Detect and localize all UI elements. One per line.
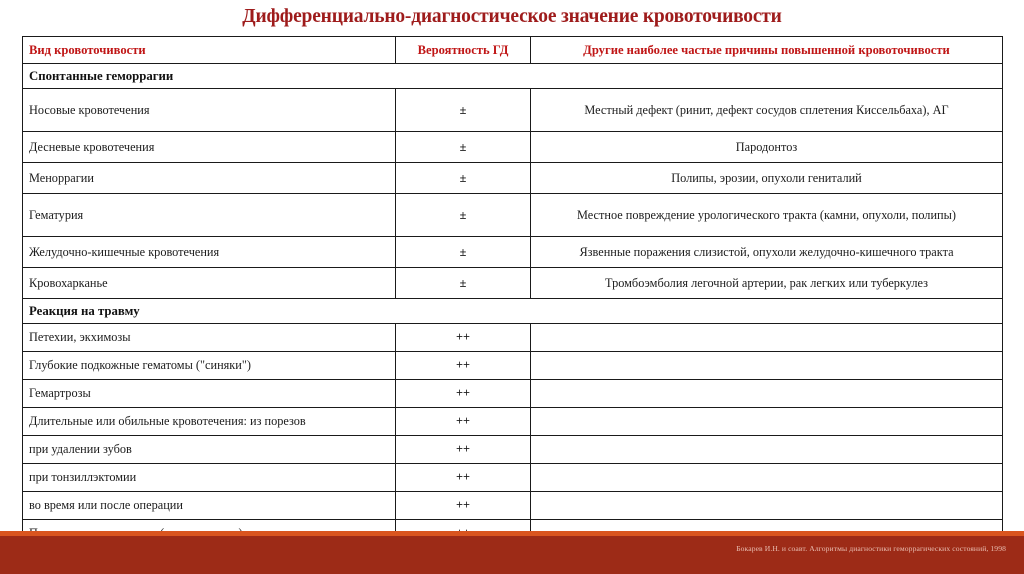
cell-probability: ++	[396, 408, 531, 436]
cell-other-causes	[531, 408, 1003, 436]
cell-other-causes: Полипы, эрозии, опухоли гениталий	[531, 163, 1003, 194]
cell-bleeding-type: Желудочно-кишечные кровотечения	[23, 237, 396, 268]
footer-band	[0, 531, 1024, 574]
cell-probability: ±	[396, 268, 531, 299]
cell-other-causes	[531, 380, 1003, 408]
footer-accent-stripe	[0, 531, 1024, 536]
page-title: Дифференциально-диагностическое значение кровоточивости	[242, 6, 782, 27]
cell-other-causes: Язвенные поражения слизистой, опухоли желудочно-кишечного тракта	[531, 237, 1003, 268]
cell-bleeding-type: Глубокие подкожные гематомы ("синяки")	[23, 352, 396, 380]
table-row	[23, 352, 1003, 380]
cell-bleeding-type: во время или после операции	[23, 492, 396, 520]
column-header-bleeding-type: Вид кровоточивости	[23, 37, 396, 64]
table-row	[23, 436, 1003, 464]
diagnostic-table-container	[22, 36, 1002, 569]
section-header-row	[23, 64, 1003, 89]
footer-citation: Бокарев И.Н. и соавт. Алгоритмы диагностики геморрагических состояний, 1998	[736, 544, 1006, 553]
diagnostic-table	[22, 36, 1003, 569]
cell-other-causes	[531, 324, 1003, 352]
cell-other-causes: Местный дефект (ринит, дефект сосудов сплетения Киссельбаха), АГ	[531, 89, 1003, 132]
cell-bleeding-type: Гематурия	[23, 194, 396, 237]
cell-bleeding-type: Меноррагии	[23, 163, 396, 194]
cell-probability: ++	[396, 352, 531, 380]
cell-probability: ++	[396, 436, 531, 464]
table-row	[23, 268, 1003, 299]
cell-other-causes: Тромбоэмболия легочной артерии, рак легких или туберкулез	[531, 268, 1003, 299]
column-header-probability: Вероятность ГД	[396, 37, 531, 64]
cell-bleeding-type: при тонзиллэктомии	[23, 464, 396, 492]
cell-other-causes: Пародонтоз	[531, 132, 1003, 163]
cell-probability: ++	[396, 324, 531, 352]
cell-probability: ±	[396, 194, 531, 237]
cell-other-causes	[531, 464, 1003, 492]
cell-probability: ++	[396, 380, 531, 408]
cell-probability: ++	[396, 492, 531, 520]
table-row	[23, 163, 1003, 194]
cell-bleeding-type: Длительные или обильные кровотечения: из порезов	[23, 408, 396, 436]
cell-probability: ±	[396, 132, 531, 163]
table-row	[23, 492, 1003, 520]
table-header-row	[23, 37, 1003, 64]
cell-other-causes	[531, 436, 1003, 464]
section-header-row	[23, 299, 1003, 324]
cell-other-causes: Местное повреждение урологического тракта (камни, опухоли, полипы)	[531, 194, 1003, 237]
cell-probability: ±	[396, 237, 531, 268]
table-row	[23, 194, 1003, 237]
table-row	[23, 89, 1003, 132]
table-row	[23, 380, 1003, 408]
section-label-spontaneous: Спонтанные геморрагии	[23, 64, 1003, 89]
cell-bleeding-type: при удалении зубов	[23, 436, 396, 464]
table-row	[23, 464, 1003, 492]
cell-other-causes	[531, 352, 1003, 380]
cell-bleeding-type: Петехии, экхимозы	[23, 324, 396, 352]
column-header-other-causes: Другие наиболее частые причины повышенной кровоточивости	[531, 37, 1003, 64]
table-row	[23, 324, 1003, 352]
cell-bleeding-type: Гемартрозы	[23, 380, 396, 408]
cell-bleeding-type: Носовые кровотечения	[23, 89, 396, 132]
table-row	[23, 408, 1003, 436]
table-row	[23, 237, 1003, 268]
cell-probability: ±	[396, 89, 531, 132]
cell-bleeding-type: Кровохарканье	[23, 268, 396, 299]
section-label-trauma-reaction: Реакция на травму	[23, 299, 1003, 324]
table-row	[23, 132, 1003, 163]
cell-other-causes	[531, 492, 1003, 520]
cell-probability: ++	[396, 464, 531, 492]
cell-probability: ±	[396, 163, 531, 194]
cell-bleeding-type: Десневые кровотечения	[23, 132, 396, 163]
